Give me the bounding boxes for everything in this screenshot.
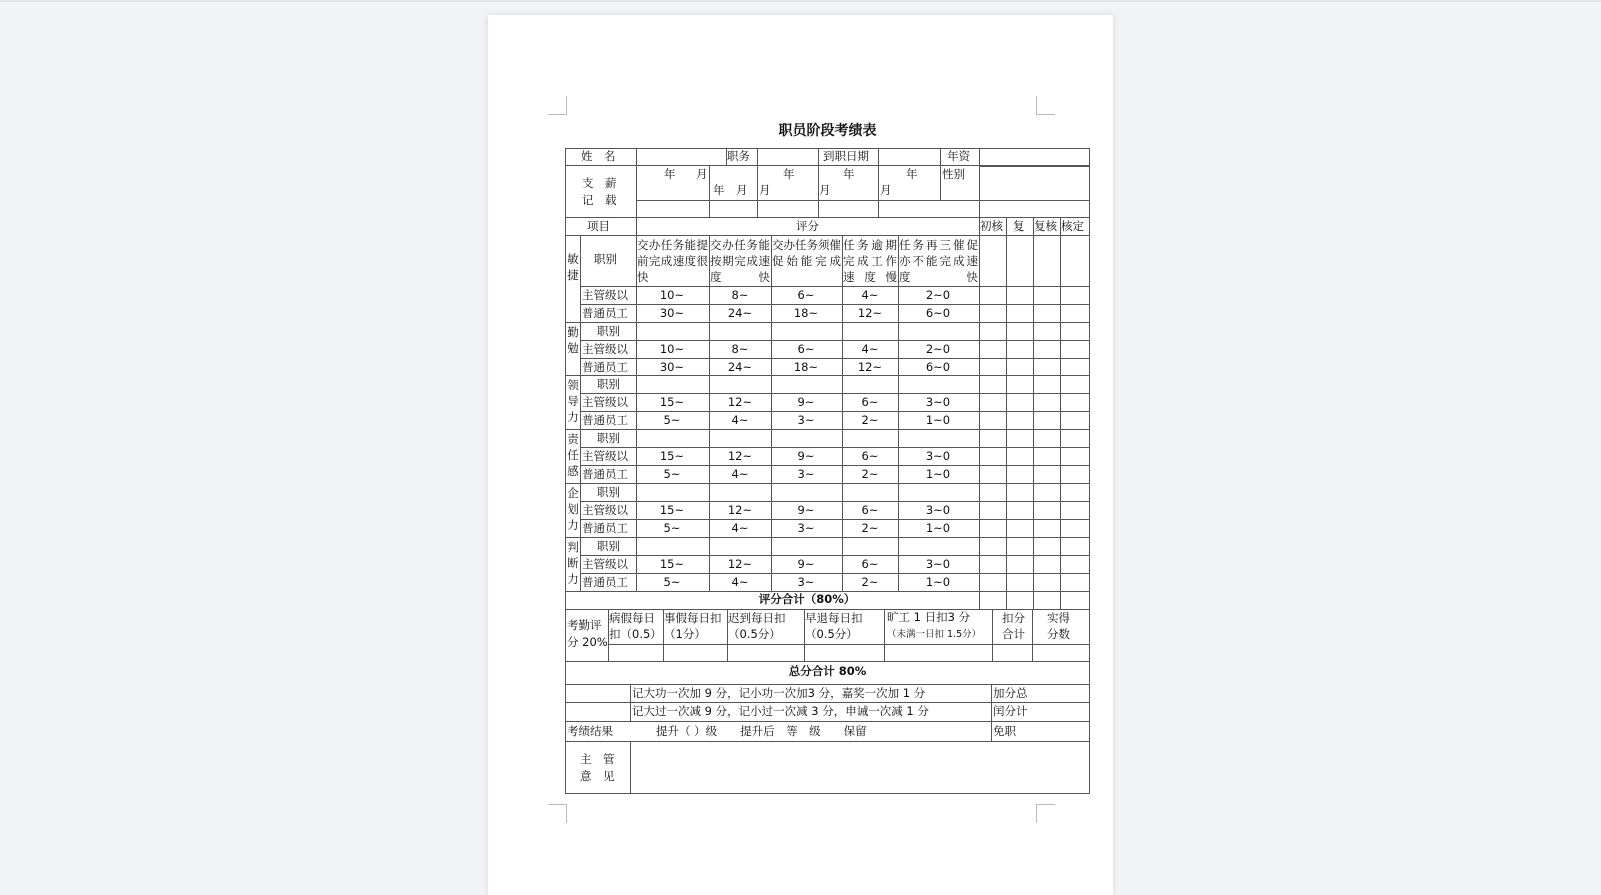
score-cell-6-1-1: 15~ <box>659 557 685 571</box>
category-4-name: 责任感 <box>567 432 579 478</box>
supervisor-opinion-label: 主 管 意 见 <box>580 752 615 783</box>
sick-leave-rule: 病假每日扣（0.5） <box>609 611 662 641</box>
rank-label-4: 职别 <box>597 431 620 445</box>
score-cell-6-1-2: 12~ <box>727 557 753 571</box>
absence-rule: 旷工 1 日扣3 分 <box>887 610 971 624</box>
score-cell-4-2-2: 4~ <box>731 467 749 481</box>
score-cell-4-1-3: 9~ <box>797 449 815 463</box>
criterion-4: 任务逾期完成工作速度慢 <box>843 238 897 284</box>
score-cell-5-2-1: 5~ <box>663 521 681 535</box>
score-cell-2-2-5: 6~0 <box>925 360 951 374</box>
rank-2-1: 主管级以 <box>582 342 628 356</box>
score-cell-5-2-5: 1~0 <box>925 521 951 535</box>
result-label: 考绩结果 <box>567 724 613 738</box>
score-cell-6-2-5: 1~0 <box>925 575 951 589</box>
arrival-date-label: 到职日期 <box>823 149 869 163</box>
score-cell-2-1-1: 10~ <box>659 342 685 356</box>
criterion-2: 交办任务能按期完成速度快 <box>710 238 770 284</box>
score-cell-4-1-4: 6~ <box>861 449 879 463</box>
score-cell-1-2-5: 6~0 <box>925 306 951 320</box>
rank-1-2: 普通员工 <box>582 306 628 320</box>
score-cell-5-1-3: 9~ <box>797 503 815 517</box>
score-cell-4-1-5: 3~0 <box>925 449 951 463</box>
score-cell-5-1-5: 3~0 <box>925 503 951 517</box>
score-cell-2-1-4: 4~ <box>861 342 879 356</box>
score-cell-6-1-3: 9~ <box>797 557 815 571</box>
late-rule: 迟到每日扣（0.5分） <box>728 611 786 641</box>
absence-note: （未满一日扣 1.5分） <box>887 629 982 640</box>
add-total-label: 加分总 <box>993 686 1028 700</box>
category-1-name: 敏捷 <box>567 252 579 282</box>
score-cell-1-1-5: 2~0 <box>925 288 951 302</box>
score-cell-6-2-4: 2~ <box>861 575 879 589</box>
salary-month-1: 月 <box>696 167 708 181</box>
score-cell-5-1-1: 15~ <box>659 503 685 517</box>
score-cell-1-2-3: 18~ <box>793 306 819 320</box>
position-label: 职务 <box>727 149 750 163</box>
score-cell-1-2-1: 30~ <box>659 306 685 320</box>
score-cell-5-1-2: 12~ <box>727 503 753 517</box>
category-3-name: 领导力 <box>567 378 579 424</box>
actual-score-label: 实得分数 <box>1047 611 1070 641</box>
score-cell-6-1-5: 3~0 <box>925 557 951 571</box>
score-cell-6-2-2: 4~ <box>731 575 749 589</box>
merit-rule: 记大功一次加 9 分，记小功一次加3 分，嘉奖一次加 1 分 <box>632 686 926 700</box>
total-score-label: 总分合计 80% <box>788 664 867 678</box>
score-cell-3-2-2: 4~ <box>731 413 749 427</box>
salary-year-1: 年 <box>664 167 676 181</box>
score-cell-4-1-2: 12~ <box>727 449 753 463</box>
salary-ym-2: 年 月 <box>713 183 748 197</box>
score-cell-5-2-4: 2~ <box>861 521 879 535</box>
gender-label: 性别 <box>942 167 965 181</box>
criterion-3: 交办任务须催促始能完成 <box>772 238 841 268</box>
score-cell-6-2-3: 3~ <box>797 575 815 589</box>
recheck-header: 复核 <box>1034 219 1057 233</box>
category-6-name: 判断力 <box>567 540 579 586</box>
score-cell-4-2-5: 1~0 <box>925 467 951 481</box>
salary-year-5: 年 <box>906 167 918 181</box>
score-cell-5-2-3: 3~ <box>797 521 815 535</box>
deduct-total-label-2: 闰分计 <box>993 704 1028 718</box>
rank-1-1: 主管级以 <box>582 288 628 302</box>
score-cell-4-2-3: 3~ <box>797 467 815 481</box>
rank-2-2: 普通员工 <box>582 360 628 374</box>
rank-label-5: 职别 <box>597 485 620 499</box>
score-cell-4-1-1: 15~ <box>659 449 685 463</box>
score-cell-2-1-5: 2~0 <box>925 342 951 356</box>
category-5-name: 企划力 <box>567 486 579 532</box>
attendance-label: 考勤评分 20% <box>567 618 608 649</box>
salary-record-label: 支 薪 记 载 <box>582 176 617 207</box>
first-check-header: 初核 <box>980 219 1003 233</box>
rank-label-6: 职别 <box>597 539 620 553</box>
rank-6-1: 主管级以 <box>582 557 628 571</box>
score-cell-2-2-1: 30~ <box>659 360 685 374</box>
early-leave-rule: 早退每日扣（0.5分） <box>805 611 863 641</box>
seniority-label: 年资 <box>947 149 970 163</box>
dismiss-label: 免职 <box>993 724 1016 738</box>
score-cell-6-1-4: 6~ <box>861 557 879 571</box>
salary-year-3: 年 <box>783 167 795 181</box>
score-cell-3-1-2: 12~ <box>727 395 753 409</box>
personal-leave-rule: 事假每日扣（1分） <box>664 611 722 641</box>
rank-3-1: 主管级以 <box>582 395 628 409</box>
rank-5-1: 主管级以 <box>582 503 628 517</box>
score-cell-1-1-4: 4~ <box>861 288 879 302</box>
rank-4-1: 主管级以 <box>582 449 628 463</box>
salary-month-4: 月 <box>880 183 892 197</box>
score-cell-1-2-2: 24~ <box>727 306 753 320</box>
form-title: 职员阶段考绩表 <box>778 123 877 139</box>
rank-3-2: 普通员工 <box>582 413 628 427</box>
score-cell-2-2-2: 24~ <box>727 360 753 374</box>
score-cell-3-2-4: 2~ <box>861 413 879 427</box>
score-cell-2-1-2: 8~ <box>731 342 749 356</box>
recheck-a-header: 复 <box>1013 219 1025 233</box>
score-cell-1-1-2: 8~ <box>731 288 749 302</box>
final-header: 核定 <box>1061 219 1084 233</box>
score-cell-4-2-1: 5~ <box>663 467 681 481</box>
score-cell-4-2-4: 2~ <box>861 467 879 481</box>
salary-month-3: 月 <box>819 183 831 197</box>
name-label: 姓 名 <box>581 149 616 163</box>
criterion-5: 任务再三催促亦不能完成速度快 <box>899 238 978 284</box>
deduct-total-label: 扣分合计 <box>1002 611 1025 641</box>
score-cell-3-2-1: 5~ <box>663 413 681 427</box>
score-cell-6-2-1: 5~ <box>663 575 681 589</box>
score-cell-5-1-4: 6~ <box>861 503 879 517</box>
score-cell-3-2-5: 1~0 <box>925 413 951 427</box>
rank-label-1: 职别 <box>594 252 617 266</box>
score-cell-1-2-4: 12~ <box>857 306 883 320</box>
result-options: 提升（ ）级 提升后 等 级 保留 <box>656 724 867 738</box>
score-cell-2-1-3: 6~ <box>797 342 815 356</box>
item-column-header: 项目 <box>587 219 610 233</box>
score-cell-2-2-4: 12~ <box>857 360 883 374</box>
score-subtotal-label: 评分合计（80%） <box>758 592 856 606</box>
score-cell-3-1-5: 3~0 <box>925 395 951 409</box>
score-column-header: 评分 <box>796 219 819 233</box>
rank-4-2: 普通员工 <box>582 467 628 481</box>
category-2-name: 勤勉 <box>567 325 579 355</box>
rank-label-3: 职别 <box>597 377 620 391</box>
salary-month-2: 月 <box>759 183 771 197</box>
demerit-rule: 记大过一次减 9 分，记小过一次减 3 分，申诫一次减 1 分 <box>632 704 929 718</box>
rank-label-2: 职别 <box>597 324 620 338</box>
score-cell-2-2-3: 18~ <box>793 360 819 374</box>
rank-5-2: 普通员工 <box>582 521 628 535</box>
score-cell-3-1-4: 6~ <box>861 395 879 409</box>
rank-6-2: 普通员工 <box>582 575 628 589</box>
score-cell-1-1-1: 10~ <box>659 288 685 302</box>
score-cell-3-1-1: 15~ <box>659 395 685 409</box>
criterion-1: 交办任务能提前完成速度很快 <box>637 238 708 284</box>
score-cell-3-2-3: 3~ <box>797 413 815 427</box>
score-cell-1-1-3: 6~ <box>797 288 815 302</box>
score-cell-3-1-3: 9~ <box>797 395 815 409</box>
score-cell-5-2-2: 4~ <box>731 521 749 535</box>
salary-year-4: 年 <box>843 167 855 181</box>
